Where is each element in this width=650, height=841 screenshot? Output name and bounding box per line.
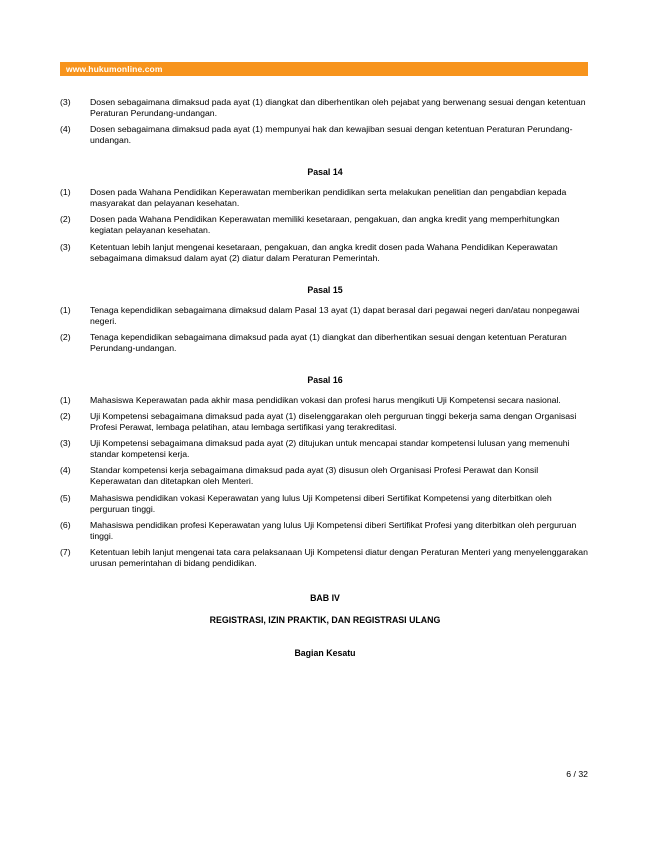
item-number: (3): [60, 438, 71, 449]
item-text: Dosen pada Wahana Pendidikan Keperawatan memberikan pendidikan serta melakukan penelitian dan pengabdian kepada masyarakat dan pelayanan kesehatan.: [90, 187, 567, 209]
item-number: (6): [60, 519, 71, 530]
pasal-16-section: [60, 375, 590, 569]
bab-title: REGISTRASI, IZIN PRAKTIK, DAN REGISTRASI ULANG: [209, 614, 441, 625]
item-text: Tenaga kependidikan sebagaimana dimaksud pada ayat (1) diangkat dan diberhentikan sesuai dengan ketentuan Peraturan Perundang-undangan.: [90, 331, 567, 353]
list-item: [60, 214, 590, 236]
item-text: Ketentuan lebih lanjut mengenai kesetaraan, pengakuan, dan angka kredit dosen pada Wahana Pendidikan Keperawatan sebagaimana dimaksud dalam ayat (2) diatur dalam Peraturan Pemerintah.: [90, 241, 558, 263]
list-item: [60, 493, 590, 515]
item-number: (4): [60, 124, 71, 135]
list-item: [60, 547, 590, 569]
document-body: [60, 97, 590, 659]
item-text: Uji Kompetensi sebagaimana dimaksud pada ayat (1) diselenggarakan oleh perguruan tinggi bekerja sama dengan Organisasi Profesi Perawat, lembaga pelatihan, atau lembaga sertifikasi yang terakreditasi.: [90, 410, 577, 432]
item-number: (5): [60, 492, 71, 503]
list-item: [60, 124, 590, 146]
item-text: Mahasiswa Keperawatan pada akhir masa pendidikan vokasi dan profesi harus mengikuti Uji Kompetensi secara nasional.: [90, 394, 561, 405]
list-item: [60, 465, 590, 487]
item-text: Mahasiswa pendidikan vokasi Keperawatan yang lulus Uji Kompetensi diberi Sertifikat Kompetensi yang diterbitkan oleh perguruan tinggi.: [90, 492, 552, 514]
item-text: Mahasiswa pendidikan profesi Keperawatan yang lulus Uji Kompetensi diberi Sertifikat Profesi yang diterbitkan oleh perguruan tinggi.: [90, 519, 577, 541]
list-item: [60, 395, 590, 406]
list-item: [60, 242, 590, 264]
item-number: (1): [60, 394, 71, 405]
list-item: [60, 97, 590, 119]
item-text: Uji Kompetensi sebagaimana dimaksud pada ayat (2) ditujukan untuk mencapai standar kompetensi lulusan yang memenuhi standar kompetensi kerja.: [90, 438, 570, 460]
item-text: Tenaga kependidikan sebagaimana dimaksud dalam Pasal 13 ayat (1) dapat berasal dari pegawai negeri dan/atau nonpegawai negeri.: [90, 304, 580, 326]
pasal-14-section: [60, 167, 590, 263]
item-number: (7): [60, 546, 71, 557]
list-item: [60, 305, 590, 327]
list-item: [60, 411, 590, 433]
item-number: (4): [60, 465, 71, 476]
item-number: (2): [60, 331, 71, 342]
pasal-16-title: Pasal 16: [307, 374, 343, 385]
intro-list: [60, 97, 590, 146]
bab-number: BAB IV: [310, 592, 340, 603]
list-item: [60, 332, 590, 354]
page-number: 6 / 32: [566, 769, 588, 779]
item-number: (3): [60, 241, 71, 252]
item-number: (2): [60, 214, 71, 225]
pasal-15-section: [60, 285, 590, 354]
pasal-14-title: Pasal 14: [307, 167, 343, 178]
list-item: [60, 187, 590, 209]
item-number: (1): [60, 304, 71, 315]
bab-iv-section: [60, 593, 590, 659]
site-url: www.hukumonline.com: [66, 64, 163, 74]
item-number: (2): [60, 410, 71, 421]
site-header-banner: [60, 62, 588, 76]
item-number: (1): [60, 187, 71, 198]
item-text: Dosen sebagaimana dimaksud pada ayat (1) diangkat dan diberhentikan oleh pejabat yang berwenang sesuai dengan ketentuan Peraturan Perundang-undangan.: [90, 97, 586, 118]
item-text: Standar kompetensi kerja sebagaimana dimaksud pada ayat (3) disusun oleh Organisasi Profesi Perawat dan Konsil Keperawatan dan ditetapkan oleh Menteri.: [90, 465, 539, 487]
item-text: Dosen sebagaimana dimaksud pada ayat (1) mempunyai hak dan kewajiban sesuai dengan ketentuan Peraturan Perundang-undangan.: [90, 124, 573, 146]
item-text: Dosen pada Wahana Pendidikan Keperawatan memiliki kesetaraan, pengakuan, dan angka kredit yang memperhitungkan kegiatan pelayanan kesehatan.: [90, 214, 560, 236]
list-item: [60, 438, 590, 460]
pasal-15-title: Pasal 15: [307, 284, 343, 295]
item-text: Ketentuan lebih lanjut mengenai tata cara pelaksanaan Uji Kompetensi diatur dengan Peraturan Menteri yang menyelenggarakan urusan pemerintahan di bidang pendidikan.: [90, 546, 588, 568]
item-number: (3): [60, 97, 71, 107]
section-title: Bagian Kesatu: [294, 647, 356, 658]
list-item: [60, 520, 590, 542]
